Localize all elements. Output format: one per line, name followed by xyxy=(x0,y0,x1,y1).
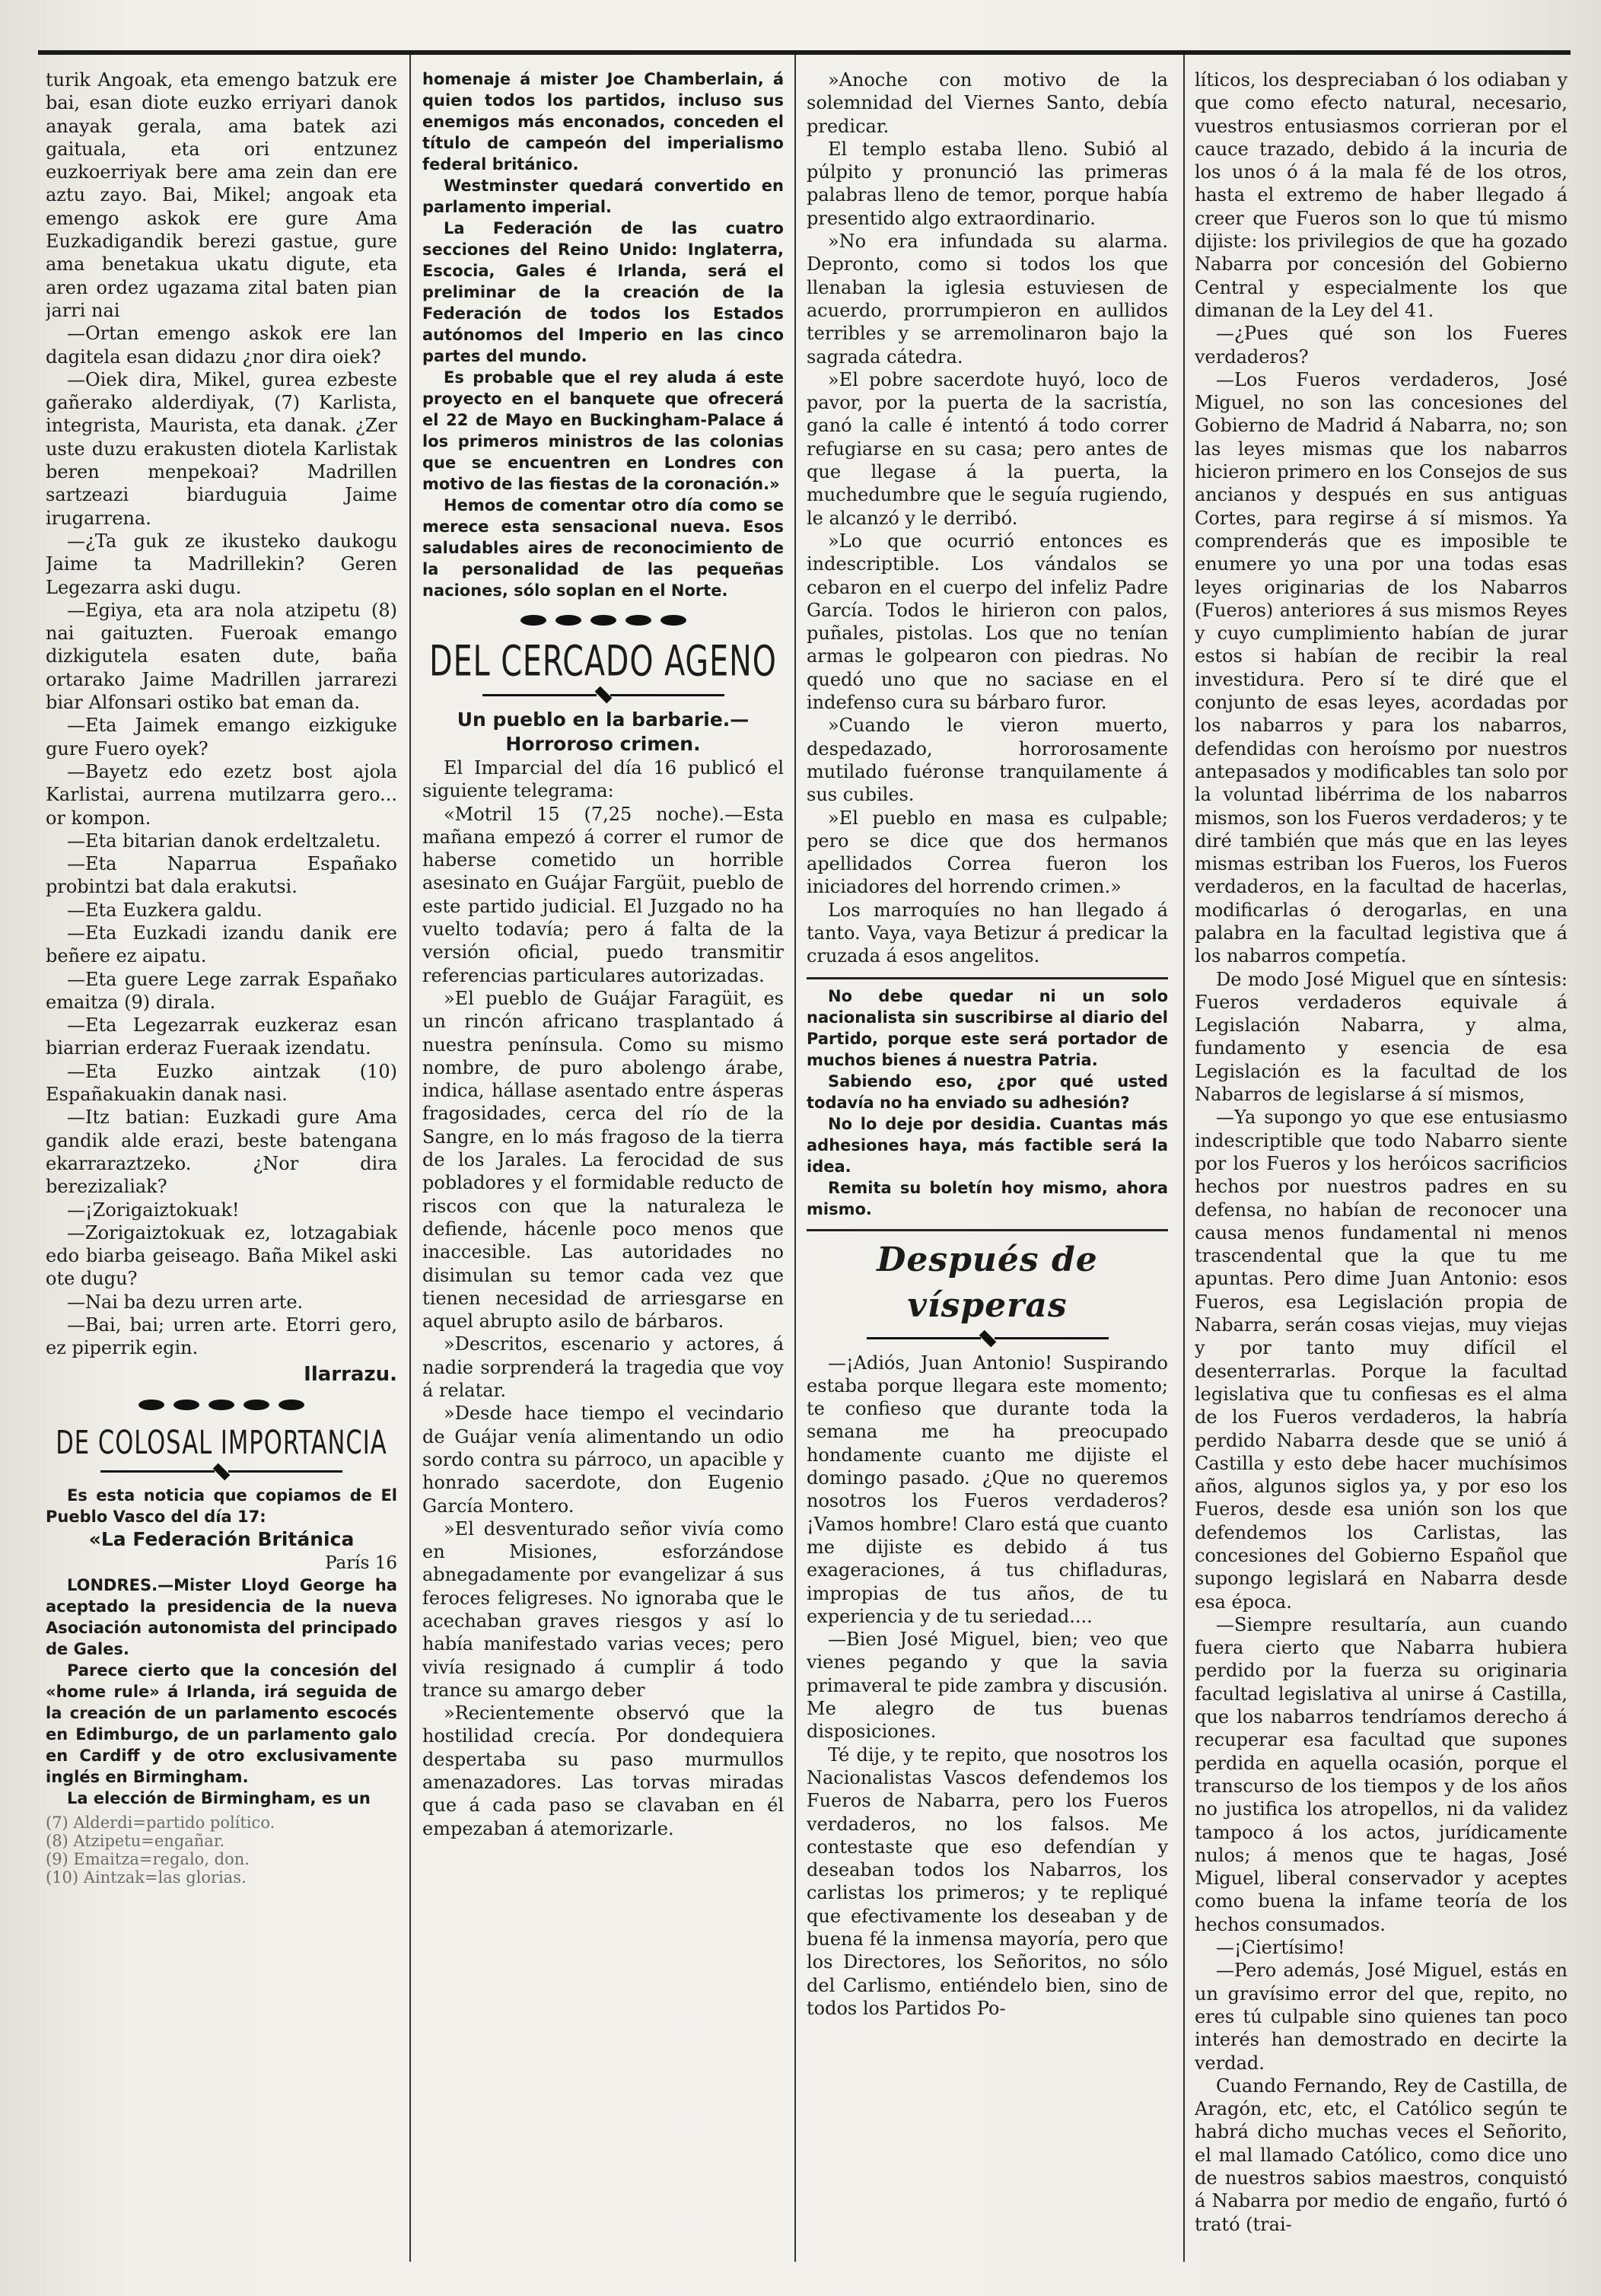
notice-paragraph: No debe quedar ni un solo nacionalista sin suscribirse al diario del Partido, porque este será portador de muchos bienes á nuestra Patria. xyxy=(807,986,1168,1069)
dialogue-paragraph: líticos, los despreciaban ó los odiaban y que como efecto natural, necesario, vuestros entusiasmos corrieran por el cauce trazado, debido á la incuria de los unos ó á la mala fé de los otros, hasta el extremo de haber llegado á creer que Fueros son lo que tú mismo dijiste: los privilegios de que ha gozado Nabarra por concesión del Gobierno Central y especialmente los que dimanan de la Ley del 41. xyxy=(1195,69,1568,321)
dialogue-paragraph: —Los Fueros verdaderos, José Miguel, no son las concesiones del Gobierno de Madrid á Nabarra, no; son las leyes mismas que los nabarros hicieron primero en los Consejos de sus ancianos y después en sus antiguas Cortes, para regirse á sí mismos. Ya comprenderás que es imposible te enumere yo una por una todas esas leyes originarias de los Nabarros (Fueros) anteriores á sus mismos Reyes y cuyo cumplimiento habían de jurar estos si habían de recibir la real investidura. Pero sí te diré que el conjunto de esas leyes, acordadas por los nabarros y para los nabarros, defendidas con heroísmo por nuestros antepasados y modificables tan solo por la voluntad libérrima de los nabarros mismos, son los Fueros verdaderos; y te diré también que más que en las leyes mismas estriban los Fueros, los Fueros verdaderos, en la facultad de hacerlas, modificarlas ó derogarlas, en una palabra en la facultad legistiva que á los nabarros competía. xyxy=(1195,368,1568,967)
notice-paragraph: Remita su boletín hoy mismo, ahora mismo. xyxy=(807,1178,1168,1218)
article-paragraph: »El pueblo en masa es culpable; pero se dice que dos hermanos apellidados Correa fueron los iniciadores del horrendo crimen.» xyxy=(807,807,1168,898)
article-paragraph: —Eta Euzko aintzak (10) Españakuakin danak nasi. xyxy=(46,1060,397,1106)
heading-flourish xyxy=(807,1332,1168,1345)
article-paragraph: «Motril 15 (7,25 noche).—Esta mañana empezó á correr el rumor de haberse cometido un horrible asesinato en Guájar Fargüit, pueblo de este partido judicial. El Juzgado no ha vuelto todavía; pero á falta de la versión oficial, puedo transmitir referencias particulares autorizadas. xyxy=(422,803,784,986)
article-paragraph: —Zorigaiztokuak ez, lotzagabiak edo biarba geiseago. Baña Mikel aski ote dugu? xyxy=(46,1221,397,1290)
news-paragraph: Westminster quedará convertido en parlamento imperial. xyxy=(422,177,784,216)
article-paragraph: »El pobre sacerdote huyó, loco de pavor, por la puerta de la sacristía, ganó la calle é intentó á todo correr refugiarse en su casa; pero antes de que llegase á la puerta, la muchedumbre que le seguía rugiendo, le alcanzó y le derribó. xyxy=(807,368,1168,529)
ornament-divider xyxy=(46,1393,397,1416)
column-rule xyxy=(794,55,796,2262)
dialogue-paragraph: —¿Pues qué son los Fueres verdaderos? xyxy=(1195,323,1568,368)
section-heading: DE COLOSAL IMPORTANCIA xyxy=(56,1423,387,1462)
article-paragraph: »Desde hace tiempo el vecindario de Guájar venía alimentando un odio sordo contra su párroco, un apacible y honrado sacerdote, don Eugenio García Montero. xyxy=(422,1403,784,1517)
footnote: (8) Atzipetu=engañar. xyxy=(46,1832,225,1851)
article-paragraph: —Eta Euzkadi izandu danik ere beñere ez aipatu. xyxy=(46,922,397,967)
article-paragraph: —Bayetz edo ezetz bost ajola Karlistai, aurrena mutilzarra gero... or kompon. xyxy=(46,760,397,829)
column-3 xyxy=(807,68,1168,2260)
section-heading: DEL CERCADO AGENO xyxy=(429,637,777,686)
article-paragraph: »Cuando le vieron muerto, despedazado, horrorosamente mutilado fuéronse tranquilamente á sus cubiles. xyxy=(807,715,1168,806)
dialogue-paragraph: —Ya supongo yo que ese entusiasmo indescriptible que todo Nabarro siente por los Fueros y los heróicos sacrificios hechos por nuestros padres en su defensa, no habían de reconocer una causa menos fundamental ni menos trascendental que la que tu me apuntas. Pero dime Juan Antonio: esos Fueros, esa Legislación propia de Nabarra, serán cosas viejas, muy viejas y por tanto muy difícil el desenterrarlas. Porque la facultad legislativa que tu confiesas es el alma de los Fueros verdaderos, la habría perdido Nabarra desde que se unió á Castilla y esto debe hacer muchísimos años, algunos siglos ya, y por eso los Fueros, desde esa unión son los que defendemos los Carlistas, las concesiones del Gobierno Español que supongo legislará en Nabarra desde esa época. xyxy=(1195,1107,1568,1613)
article-paragraph: »Descritos, escenario y actores, á nadie sorprenderá la tragedia que voy á relatar. xyxy=(422,1333,784,1402)
news-paragraph: Hemos de comentar otro día como se merece esta sensacional nueva. Esos saludables aires de reconocimiento de la personalidad de las pequeñas naciones, sólo soplan en el Norte. xyxy=(422,496,784,600)
footnote: (9) Emaitza=regalo, don. xyxy=(46,1850,250,1869)
notice-paragraph: No lo deje por desidia. Cuantas más adhesiones haya, más factible será la idea. xyxy=(807,1114,1168,1176)
author-signature: Ilarrazu. xyxy=(304,1362,397,1386)
dialogue-paragraph: Cuando Fernando, Rey de Castilla, de Aragón, etc, etc, el Católico según te habrá dicho muchas veces el Señorito, el mal llamado Católico, como dice uno de nuestros sabios maestros, conquistó á Nabarra por medio de engaño, furtó ó trató (trai- xyxy=(1195,2075,1568,2235)
article-paragraph: —Eta Euzkera galdu. xyxy=(67,899,263,921)
article-paragraph: turik Angoak, eta emengo batzuk ere bai, esan diote euzko erriyari danok anayak gerala, ama batek azi gaituala, eta ori entzunez euzkoerriyak bere ama zein dan ere aztu zayo. Bai, Mikel; angoak eta emengo askok ere gure Ama Euzkadigandik berezi gastue, gure ama benetakua ukatu digute, eta aren ordez ugazama zital baten pian jarri nai xyxy=(46,69,397,321)
footnote: (7) Alderdi=partido político. xyxy=(46,1814,275,1833)
heading-flourish xyxy=(46,1465,397,1479)
dialogue-paragraph: Té dije, y te repito, que nosotros los Nacionalistas Vascos defendemos los Fueros de Nabarra, pero los Fueros verdaderos, no los falsos. Me contestaste que eso defendían y deseaban todos los Nabarros, los carlistas los primeros; y te repliqué que efectivamente los deseaban y de buena fé la inmensa mayoría, pero que los Directores, los Señoritos, no sólo del Carlismo, entiéndelo bien, sino de todos los Partidos Po- xyxy=(807,1743,1168,2019)
article-subhead: Un pueblo en la barbarie.—Horroroso crimen. xyxy=(457,709,750,755)
news-subhead: «La Federación Británica xyxy=(88,1527,355,1550)
article-paragraph: —Eta bitarian danok erdeltzaletu. xyxy=(67,830,381,852)
article-paragraph: »Recientemente observó que la hostilidad crecía. Por dondequiera despertaba su paso murmullos amenazadores. Las torvas miradas que á cada paso se clavaban en él empezaban á atemorizarle. xyxy=(422,1702,784,1839)
dialogue-paragraph: De modo José Miguel que en síntesis: Fueros verdaderos equivale á Legislación Nabarra, y alma, fundamento y esencia de esa Legislación es la facultad de los Nabarros de legislarse á sí mismos, xyxy=(1195,968,1568,1106)
footnote: (10) Aintzak=las glorias. xyxy=(46,1868,247,1887)
article-paragraph: —Egiya, eta ara nola atzipetu (8) nai gaituzten. Fueroak emango dizkigutela esaten dute, baña ortarako Jaime Madrillen jarrarezi biar Alfonsari ostiko bat eman da. xyxy=(46,599,397,714)
column-1 xyxy=(46,68,397,2260)
intro-line: Es esta noticia que copiamos de El Pueblo Vasco del día 17: xyxy=(46,1486,397,1526)
news-paragraph: La elección de Birmingham, es un xyxy=(67,1789,371,1808)
box-rule xyxy=(807,977,1168,979)
article-paragraph: Los marroquíes no han llegado á tanto. Vaya, vaya Betizur á predicar la cruzada á esos angelitos. xyxy=(807,899,1168,967)
box-rule xyxy=(807,1229,1168,1231)
article-paragraph: —Itz batian: Euzkadi gure Ama gandik alde erazi, beste batengana ekarraraztzeko. ¿Nor dira berezizaliak? xyxy=(46,1107,397,1198)
dialogue-paragraph: —¡Adiós, Juan Antonio! Suspirando estaba porque llegara este momento; te confieso que durante toda la semana me ha preocupado hondamente cuanto me dijiste el domingo pasado. ¿Que no queremos nosotros los Fueros verdaderos? ¡Vamos hombre! Claro está que cuanto me dijiste es debido á tus exageraciones, á tus chifladuras, impropias de tus años, de tu experiencia y de tu seriedad.... xyxy=(807,1352,1168,1627)
article-paragraph: »Lo que ocurrió entonces es indescriptible. Los vándalos se cebaron en el cuerpo del infeliz Padre García. Todos le hirieron con palos, puñales, pistolas. Los que no tenían armas le golpearon con piedras. No quedó uno que no saciase en el indefenso cura su bárbaro furor. xyxy=(807,530,1168,714)
subscription-notice xyxy=(807,986,1168,1220)
column-rule xyxy=(1183,55,1185,2262)
dateline: París 16 xyxy=(325,1552,397,1573)
column-2 xyxy=(422,68,784,2260)
news-paragraph: Parece cierto que la concesión del «home rule» á Irlanda, irá seguida de la creación de un parlamento escocés en Edimburgo, de un parlamento galo en Cardiff y de otro exclusivamente inglés en Birmingham. xyxy=(46,1661,397,1787)
article-paragraph: »El desventurado señor vivía como en Misiones, esforzándose abnegadamente por evangelizar á sus feroces feligreses. No ignoraba que le acechaban graves riesgos y así lo había manifestado varias veces; pero vivía resignado á cumplir á todo trance su amargo deber xyxy=(422,1517,784,1701)
article-paragraph: —Bai, bai; urren arte. Etorri gero, ez piperrik egin. xyxy=(46,1314,397,1359)
top-rule xyxy=(38,50,1571,55)
article-paragraph: —Eta Jaimek emango eizkiguke gure Fuero oyek? xyxy=(46,715,397,759)
dialogue-paragraph: —Pero además, José Miguel, estás en un gravísimo error del que, repito, no eres tú culpable sino quienes tan poco interés han demostrado en decirte la verdad. xyxy=(1195,1960,1568,2074)
section-heading: Después de vísperas xyxy=(877,1240,1098,1325)
article-paragraph: —Eta Naparrua Españako probintzi bat dala erakutsi. xyxy=(46,853,397,898)
article-paragraph: »Anoche con motivo de la solemnidad del Viernes Santo, debía predicar. xyxy=(807,69,1168,137)
article-paragraph: —Oiek dira, Mikel, gurea ezbeste gañerako alderdiyak, (7) Karlista, integrista, Maurista, eta danak. ¿Zer uste duzu erakusten diotela Karlistak beren menpekoai? Madrillen sartzeazi biarduguia Jaime irugarrena. xyxy=(46,368,397,529)
news-paragraph: Es probable que el rey aluda á este proyecto en el banquete que ofrecerá el 22 de Mayo en Buckingham-Palace á los primeros ministros de las colonias que se encuentren en Londres con motivo de las fiestas de la coronación.» xyxy=(422,368,784,493)
footnotes xyxy=(46,1814,397,1887)
article-paragraph: »No era infundada su alarma. Depronto, como si todos los que llenaban la iglesia estuviesen de acuerdo, prorrumpieron en aullidos terribles y se arremolinaron bajo la sagrada cátedra. xyxy=(807,231,1168,368)
article-paragraph: —¡Zorigaiztokuak! xyxy=(67,1199,240,1221)
article-paragraph: —Ortan emengo askok ere lan dagitela esan didazu ¿nor dira oiek? xyxy=(46,323,397,368)
article-paragraph: El templo estaba lleno. Subió al púlpito y pronunció las primeras palabras lleno de temor, porque había presentido algo extraordinario. xyxy=(807,138,1168,229)
dialogue-paragraph: —Siempre resultaría, aun cuando fuera cierto que Nabarra hubiera perdido por la fuerza su originaria facultad legislativa al unirse á Castilla, que los nabarros tendríamos derecho á recuperar esa facultad que supones perdida en aquella ocasión, porque el transcurso de los tiempos y de los años no justifica los atropellos, ni da validez tampoco á los actos, jurídicamente nulos; á menos que te hagas, José Miguel, liberal conservador y aceptes como buena la infame teoría de los hechos consumados. xyxy=(1195,1613,1568,1935)
article-paragraph: —Eta Legezarrak euzkeraz esan biarrian erderaz Fueraak izendatu. xyxy=(46,1014,397,1059)
notice-paragraph: Sabiendo eso, ¿por qué usted todavía no ha enviado su adhesión? xyxy=(807,1072,1168,1112)
dialogue-paragraph: —¡Ciertísimo! xyxy=(1216,1937,1345,1959)
article-paragraph: —Eta guere Lege zarrak Españako emaitza (9) dirala. xyxy=(46,968,397,1013)
news-paragraph: LONDRES.—Mister Lloyd George ha aceptado la presidencia de la nueva Asociación autonomista del principado de Gales. xyxy=(46,1576,397,1659)
dialogue-paragraph: —Bien José Miguel, bien; veo que vienes pegando y que la savia primaveral te pide zambra y discusión. Me alegro de tus buenas disposiciones. xyxy=(807,1629,1168,1743)
news-paragraph: La Federación de las cuatro secciones del Reino Unido: Inglaterra, Escocia, Gales é Irlanda, será el preliminar de la creación de la Federación de todos los Estados autónomos del Imperio en las cinco partes del mundo. xyxy=(422,219,784,365)
article-paragraph: »El pueblo de Guájar Faragüit, es un rincón africano trasplantado á nuestra península. Como su mismo nombre, de puro abolengo árabe, indica, hállase asentado entre ásperas fragosidades, cerca del río de la Sangre, en lo más fragoso de la tierra de los Jarales. La ferocidad de sus pobladores y el formidable reducto de riscos con que la naturaleza le defiende, hácenle poco menos que inaccesible. Las autoridades no disimulan su temor cada vez que tienen necesidad de arriesgarse en aquel abrupto asilo de bárbaros. xyxy=(422,987,784,1333)
article-paragraph: —¿Ta guk ze ikusteko daukogu Jaime ta Madrillekin? Geren Legezarra aski dugu. xyxy=(46,530,397,598)
article-paragraph: El Imparcial del día 16 publicó el siguiente telegrama: xyxy=(422,757,784,802)
news-paragraph: homenaje á mister Joe Chamberlain, á quien todos los partidos, incluso sus enemigos más enconados, conceden el título de campeón del imperialismo federal británico. xyxy=(422,70,784,174)
ornament-divider xyxy=(422,609,784,632)
column-4 xyxy=(1195,68,1568,2260)
article-paragraph: —Nai ba dezu urren arte. xyxy=(67,1291,304,1313)
column-rule xyxy=(409,55,411,2262)
